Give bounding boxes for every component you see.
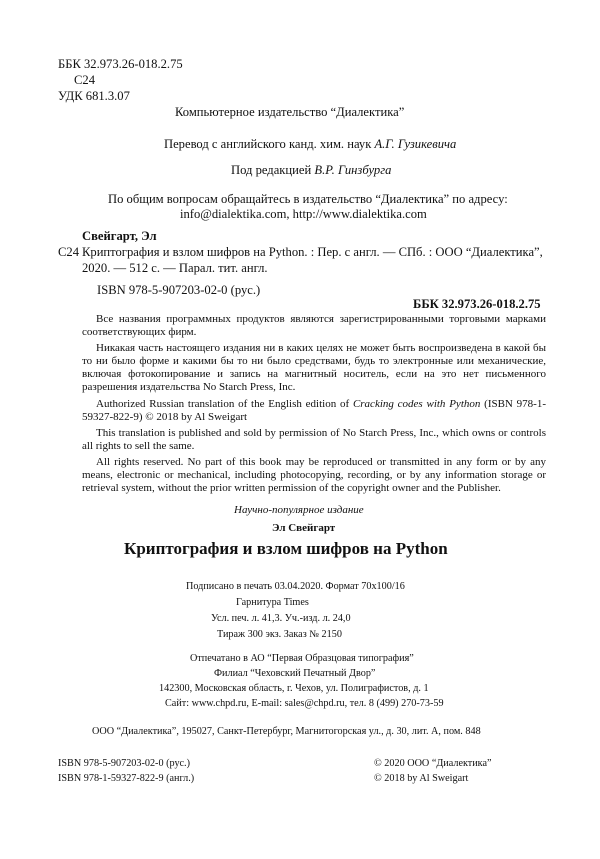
printer-contacts: Сайт: www.chpd.ru, E-mail: sales@chpd.ru, тел. 8 (499) 270-73-59 <box>165 698 444 709</box>
catalog-code: С24 <box>58 245 79 259</box>
udk-code: УДК 681.3.07 <box>58 89 130 103</box>
legal-permission: This translation is published and sold by permission of No Starch Press, Inc., which owns or controls all rights to sell the same. <box>82 427 546 452</box>
editor-name: В.Р. Гинзбурга <box>314 163 392 177</box>
printer-line-2: Филиал “Чеховский Печатный Двор” <box>214 668 376 679</box>
editor-prefix: Под редакцией <box>231 163 315 177</box>
printer-address: 142300, Московская область, г. Чехов, ул. Полиграфистов, д. 1 <box>159 683 429 694</box>
legal-trademarks: Все названия программных продуктов являются зарегистрированными торговыми марками соответствующих фирм. <box>82 313 546 338</box>
imprint-signed: Подписано в печать 03.04.2020. Формат 70x100/16 <box>186 581 405 592</box>
catalog-bbk: ББК 32.973.26-018.2.75 <box>413 297 541 311</box>
catalog-isbn: ISBN 978-5-907203-02-0 (рус.) <box>97 283 261 297</box>
authorized-text-end: (ISBN 978-1-59327-822-9) © 2018 by Al Sweigart <box>82 398 546 423</box>
printer-line-1: Отпечатано в АО “Первая Образцовая типография” <box>190 653 414 664</box>
original-book-title: Cracking codes with Python <box>352 398 481 410</box>
catalog-title-line-2: 2020. — 512 с. — Парал. тит. англ. <box>82 261 268 275</box>
imprint-author: Эл Свейгарт <box>272 522 336 534</box>
edition-type: Научно-популярное издание <box>234 504 364 516</box>
translation-credit <box>164 137 456 152</box>
footer-copyright-english: © 2018 by Al Sweigart <box>374 773 469 784</box>
imprint-typeface: Гарнитура Times <box>236 597 309 608</box>
legal-reproduction: Никакая часть настоящего издания ни в каких целях не может быть воспроизведена в какой бы то ни было форме и какими бы то ни было средствами, будь то электронные или механические, включая фотокопирование и запись на магнитный носитель, если на это нет письменного разрешения издательства No Starch Press, Inc. <box>82 342 546 393</box>
editor-credit <box>231 163 391 178</box>
imprint-sheets: Усл. печ. л. 41,3. Уч.-изд. л. 24,0 <box>211 613 351 624</box>
publisher-line: Компьютерное издательство “Диалектика” <box>175 105 405 119</box>
imprint-title: Криптография и взлом шифров на Python <box>124 539 448 558</box>
translator-name: А.Г. Гузикевича <box>374 137 457 151</box>
authorized-text-start: Authorized Russian translation of the English edition of <box>96 398 353 410</box>
footer-isbn-russian: ISBN 978-5-907203-02-0 (рус.) <box>58 758 190 769</box>
footer-isbn-english: ISBN 978-1-59327-822-9 (англ.) <box>58 773 195 784</box>
legal-authorized-translation <box>82 398 546 424</box>
catalog-title-line-1: Криптография и взлом шифров на Python. : Пер. с англ. — СПб. : ООО “Диалектика”, <box>82 245 543 259</box>
contact-line-1: По общим вопросам обращайтесь в издательство “Диалектика” по адресу: <box>108 192 508 206</box>
contact-line-2: info@dialektika.com, http://www.dialektika.com <box>180 207 427 221</box>
catalog-author: Свейгарт, Эл <box>82 229 157 243</box>
classification-code: С24 <box>74 73 95 87</box>
translation-prefix: Перевод с английского канд. хим. наук <box>164 137 375 151</box>
imprint-print-run: Тираж 300 экз. Заказ № 2150 <box>217 629 342 640</box>
legal-rights-reserved: All rights reserved. No part of this book may be reproduced or transmitted in any form or by any means, electronic or mechanical, including photocopying, recording, or by any information storage or retrieval system, without the prior written permission of the copyright owner and the Publisher. <box>82 456 546 494</box>
publisher-address: ООО “Диалектика”, 195027, Санкт-Петербург, Магнитогорская ул., д. 30, лит. А, пом. 848 <box>92 726 481 737</box>
bbk-code: ББК 32.973.26-018.2.75 <box>58 57 183 71</box>
footer-copyright-russian: © 2020 ООО “Диалектика” <box>374 758 492 769</box>
